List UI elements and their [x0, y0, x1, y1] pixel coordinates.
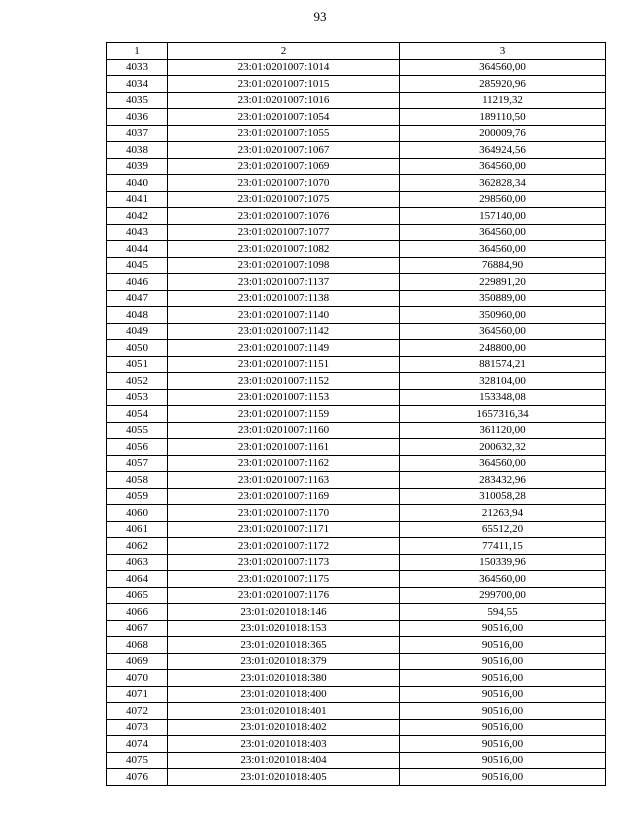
table-row	[107, 521, 606, 538]
row-number-cell: 4033	[107, 59, 168, 76]
cadastral-number-cell: 23:01:0201007:1159	[168, 406, 400, 423]
cadastral-number-cell: 23:01:0201007:1160	[168, 422, 400, 439]
row-number-cell: 4039	[107, 158, 168, 175]
value-cell: 90516,00	[400, 736, 606, 753]
value-cell: 189110,50	[400, 109, 606, 126]
table-row	[107, 257, 606, 274]
row-number-cell: 4064	[107, 571, 168, 588]
row-number-cell: 4065	[107, 587, 168, 604]
cadastral-number-cell: 23:01:0201018:146	[168, 604, 400, 621]
table-row	[107, 241, 606, 258]
table-row	[107, 323, 606, 340]
cadastral-number-cell: 23:01:0201007:1175	[168, 571, 400, 588]
cadastral-number-cell: 23:01:0201007:1161	[168, 439, 400, 456]
value-cell: 364924,56	[400, 142, 606, 159]
row-number-cell: 4045	[107, 257, 168, 274]
table-row	[107, 554, 606, 571]
value-cell: 299700,00	[400, 587, 606, 604]
cadastral-number-cell: 23:01:0201018:405	[168, 769, 400, 786]
cadastral-number-cell: 23:01:0201018:379	[168, 653, 400, 670]
row-number-cell: 4049	[107, 323, 168, 340]
value-cell: 350960,00	[400, 307, 606, 324]
table-header	[107, 43, 606, 60]
table-row	[107, 208, 606, 225]
value-cell: 285920,96	[400, 76, 606, 93]
table-body	[107, 59, 606, 785]
row-number-cell: 4069	[107, 653, 168, 670]
value-cell: 200009,76	[400, 125, 606, 142]
table-row	[107, 571, 606, 588]
row-number-cell: 4052	[107, 373, 168, 390]
table-row	[107, 191, 606, 208]
cadastral-number-cell: 23:01:0201018:401	[168, 703, 400, 720]
row-number-cell: 4060	[107, 505, 168, 522]
value-cell: 350889,00	[400, 290, 606, 307]
cadastral-number-cell: 23:01:0201018:403	[168, 736, 400, 753]
cadastral-number-cell: 23:01:0201007:1015	[168, 76, 400, 93]
table-row	[107, 488, 606, 505]
value-cell: 90516,00	[400, 686, 606, 703]
table-row	[107, 719, 606, 736]
table-row	[107, 604, 606, 621]
value-cell: 90516,00	[400, 653, 606, 670]
table-row	[107, 686, 606, 703]
value-cell: 157140,00	[400, 208, 606, 225]
cadastral-number-cell: 23:01:0201007:1098	[168, 257, 400, 274]
value-cell: 90516,00	[400, 719, 606, 736]
value-cell: 364560,00	[400, 224, 606, 241]
row-number-cell: 4038	[107, 142, 168, 159]
table-row	[107, 175, 606, 192]
cadastral-number-cell: 23:01:0201007:1138	[168, 290, 400, 307]
column-header-2: 2	[168, 43, 400, 60]
cadastral-number-cell: 23:01:0201007:1162	[168, 455, 400, 472]
row-number-cell: 4062	[107, 538, 168, 555]
cadastral-number-cell: 23:01:0201018:404	[168, 752, 400, 769]
value-cell: 65512,20	[400, 521, 606, 538]
row-number-cell: 4047	[107, 290, 168, 307]
table-row	[107, 620, 606, 637]
row-number-cell: 4061	[107, 521, 168, 538]
row-number-cell: 4046	[107, 274, 168, 291]
row-number-cell: 4053	[107, 389, 168, 406]
row-number-cell: 4066	[107, 604, 168, 621]
cadastral-number-cell: 23:01:0201007:1076	[168, 208, 400, 225]
value-cell: 594,55	[400, 604, 606, 621]
value-cell: 364560,00	[400, 323, 606, 340]
table-row	[107, 736, 606, 753]
table-row	[107, 290, 606, 307]
row-number-cell: 4054	[107, 406, 168, 423]
cadastral-number-cell: 23:01:0201007:1149	[168, 340, 400, 357]
table-row	[107, 125, 606, 142]
row-number-cell: 4050	[107, 340, 168, 357]
value-cell: 76884,90	[400, 257, 606, 274]
table-row	[107, 538, 606, 555]
table-row	[107, 389, 606, 406]
value-cell: 364560,00	[400, 158, 606, 175]
table-row	[107, 307, 606, 324]
cadastral-number-cell: 23:01:0201007:1163	[168, 472, 400, 489]
table-row	[107, 356, 606, 373]
value-cell: 283432,96	[400, 472, 606, 489]
row-number-cell: 4034	[107, 76, 168, 93]
cadastral-number-cell: 23:01:0201007:1067	[168, 142, 400, 159]
cadastral-number-cell: 23:01:0201007:1077	[168, 224, 400, 241]
table-row	[107, 752, 606, 769]
cadastral-number-cell: 23:01:0201007:1016	[168, 92, 400, 109]
value-cell: 248800,00	[400, 340, 606, 357]
cadastral-number-cell: 23:01:0201007:1152	[168, 373, 400, 390]
cadastral-number-cell: 23:01:0201007:1054	[168, 109, 400, 126]
value-cell: 1657316,34	[400, 406, 606, 423]
value-cell: 229891,20	[400, 274, 606, 291]
value-cell: 362828,34	[400, 175, 606, 192]
table-row	[107, 406, 606, 423]
cadastral-number-cell: 23:01:0201018:380	[168, 670, 400, 687]
row-number-cell: 4037	[107, 125, 168, 142]
table-row	[107, 653, 606, 670]
table-row	[107, 439, 606, 456]
value-cell: 153348,08	[400, 389, 606, 406]
row-number-cell: 4059	[107, 488, 168, 505]
cadastral-number-cell: 23:01:0201018:153	[168, 620, 400, 637]
row-number-cell: 4072	[107, 703, 168, 720]
cadastral-number-cell: 23:01:0201007:1169	[168, 488, 400, 505]
cadastral-number-cell: 23:01:0201007:1075	[168, 191, 400, 208]
value-cell: 90516,00	[400, 769, 606, 786]
page-number: 93	[313, 9, 327, 24]
row-number-cell: 4074	[107, 736, 168, 753]
table-row	[107, 76, 606, 93]
table-row	[107, 637, 606, 654]
cadastral-number-cell: 23:01:0201007:1014	[168, 59, 400, 76]
table-row	[107, 472, 606, 489]
row-number-cell: 4044	[107, 241, 168, 258]
table-row	[107, 587, 606, 604]
value-cell: 90516,00	[400, 670, 606, 687]
table-row	[107, 224, 606, 241]
row-number-cell: 4043	[107, 224, 168, 241]
value-cell: 90516,00	[400, 703, 606, 720]
table-row	[107, 455, 606, 472]
value-cell: 200632,32	[400, 439, 606, 456]
value-cell: 881574,21	[400, 356, 606, 373]
cadastral-number-cell: 23:01:0201018:402	[168, 719, 400, 736]
table-row	[107, 274, 606, 291]
table-row	[107, 59, 606, 76]
table-row	[107, 142, 606, 159]
cadastral-number-cell: 23:01:0201007:1055	[168, 125, 400, 142]
cadastral-number-cell: 23:01:0201007:1171	[168, 521, 400, 538]
cadastral-number-cell: 23:01:0201007:1151	[168, 356, 400, 373]
table-row	[107, 670, 606, 687]
cadastral-number-cell: 23:01:0201007:1070	[168, 175, 400, 192]
table-row	[107, 703, 606, 720]
cadastral-number-cell: 23:01:0201007:1170	[168, 505, 400, 522]
table-row	[107, 92, 606, 109]
value-cell: 77411,15	[400, 538, 606, 555]
value-cell: 364560,00	[400, 59, 606, 76]
cadastral-number-cell: 23:01:0201007:1176	[168, 587, 400, 604]
cadastral-number-cell: 23:01:0201007:1153	[168, 389, 400, 406]
table-row	[107, 158, 606, 175]
row-number-cell: 4058	[107, 472, 168, 489]
cadastral-number-cell: 23:01:0201007:1137	[168, 274, 400, 291]
value-cell: 364560,00	[400, 571, 606, 588]
table-row	[107, 769, 606, 786]
cadastral-number-cell: 23:01:0201007:1082	[168, 241, 400, 258]
row-number-cell: 4036	[107, 109, 168, 126]
cadastral-number-cell: 23:01:0201018:400	[168, 686, 400, 703]
row-number-cell: 4075	[107, 752, 168, 769]
table-row	[107, 505, 606, 522]
table-row	[107, 373, 606, 390]
row-number-cell: 4041	[107, 191, 168, 208]
column-header-1: 1	[107, 43, 168, 60]
data-table	[106, 42, 606, 786]
value-cell: 21263,94	[400, 505, 606, 522]
cadastral-number-cell: 23:01:0201007:1172	[168, 538, 400, 555]
cadastral-number-cell: 23:01:0201007:1069	[168, 158, 400, 175]
row-number-cell: 4073	[107, 719, 168, 736]
row-number-cell: 4063	[107, 554, 168, 571]
row-number-cell: 4071	[107, 686, 168, 703]
value-cell: 310058,28	[400, 488, 606, 505]
value-cell: 328104,00	[400, 373, 606, 390]
row-number-cell: 4070	[107, 670, 168, 687]
row-number-cell: 4048	[107, 307, 168, 324]
value-cell: 364560,00	[400, 455, 606, 472]
table-row	[107, 422, 606, 439]
row-number-cell: 4042	[107, 208, 168, 225]
cadastral-number-cell: 23:01:0201007:1142	[168, 323, 400, 340]
value-cell: 90516,00	[400, 620, 606, 637]
cadastral-number-cell: 23:01:0201007:1140	[168, 307, 400, 324]
row-number-cell: 4055	[107, 422, 168, 439]
cadastral-number-cell: 23:01:0201007:1173	[168, 554, 400, 571]
cadastral-number-cell: 23:01:0201018:365	[168, 637, 400, 654]
table-header-row	[107, 43, 606, 60]
row-number-cell: 4035	[107, 92, 168, 109]
row-number-cell: 4076	[107, 769, 168, 786]
column-header-3: 3	[400, 43, 606, 60]
value-cell: 298560,00	[400, 191, 606, 208]
value-cell: 90516,00	[400, 752, 606, 769]
value-cell: 364560,00	[400, 241, 606, 258]
table-row	[107, 340, 606, 357]
value-cell: 11219,32	[400, 92, 606, 109]
row-number-cell: 4068	[107, 637, 168, 654]
value-cell: 150339,96	[400, 554, 606, 571]
table-row	[107, 109, 606, 126]
row-number-cell: 4056	[107, 439, 168, 456]
value-cell: 90516,00	[400, 637, 606, 654]
row-number-cell: 4057	[107, 455, 168, 472]
row-number-cell: 4051	[107, 356, 168, 373]
row-number-cell: 4040	[107, 175, 168, 192]
value-cell: 361120,00	[400, 422, 606, 439]
row-number-cell: 4067	[107, 620, 168, 637]
